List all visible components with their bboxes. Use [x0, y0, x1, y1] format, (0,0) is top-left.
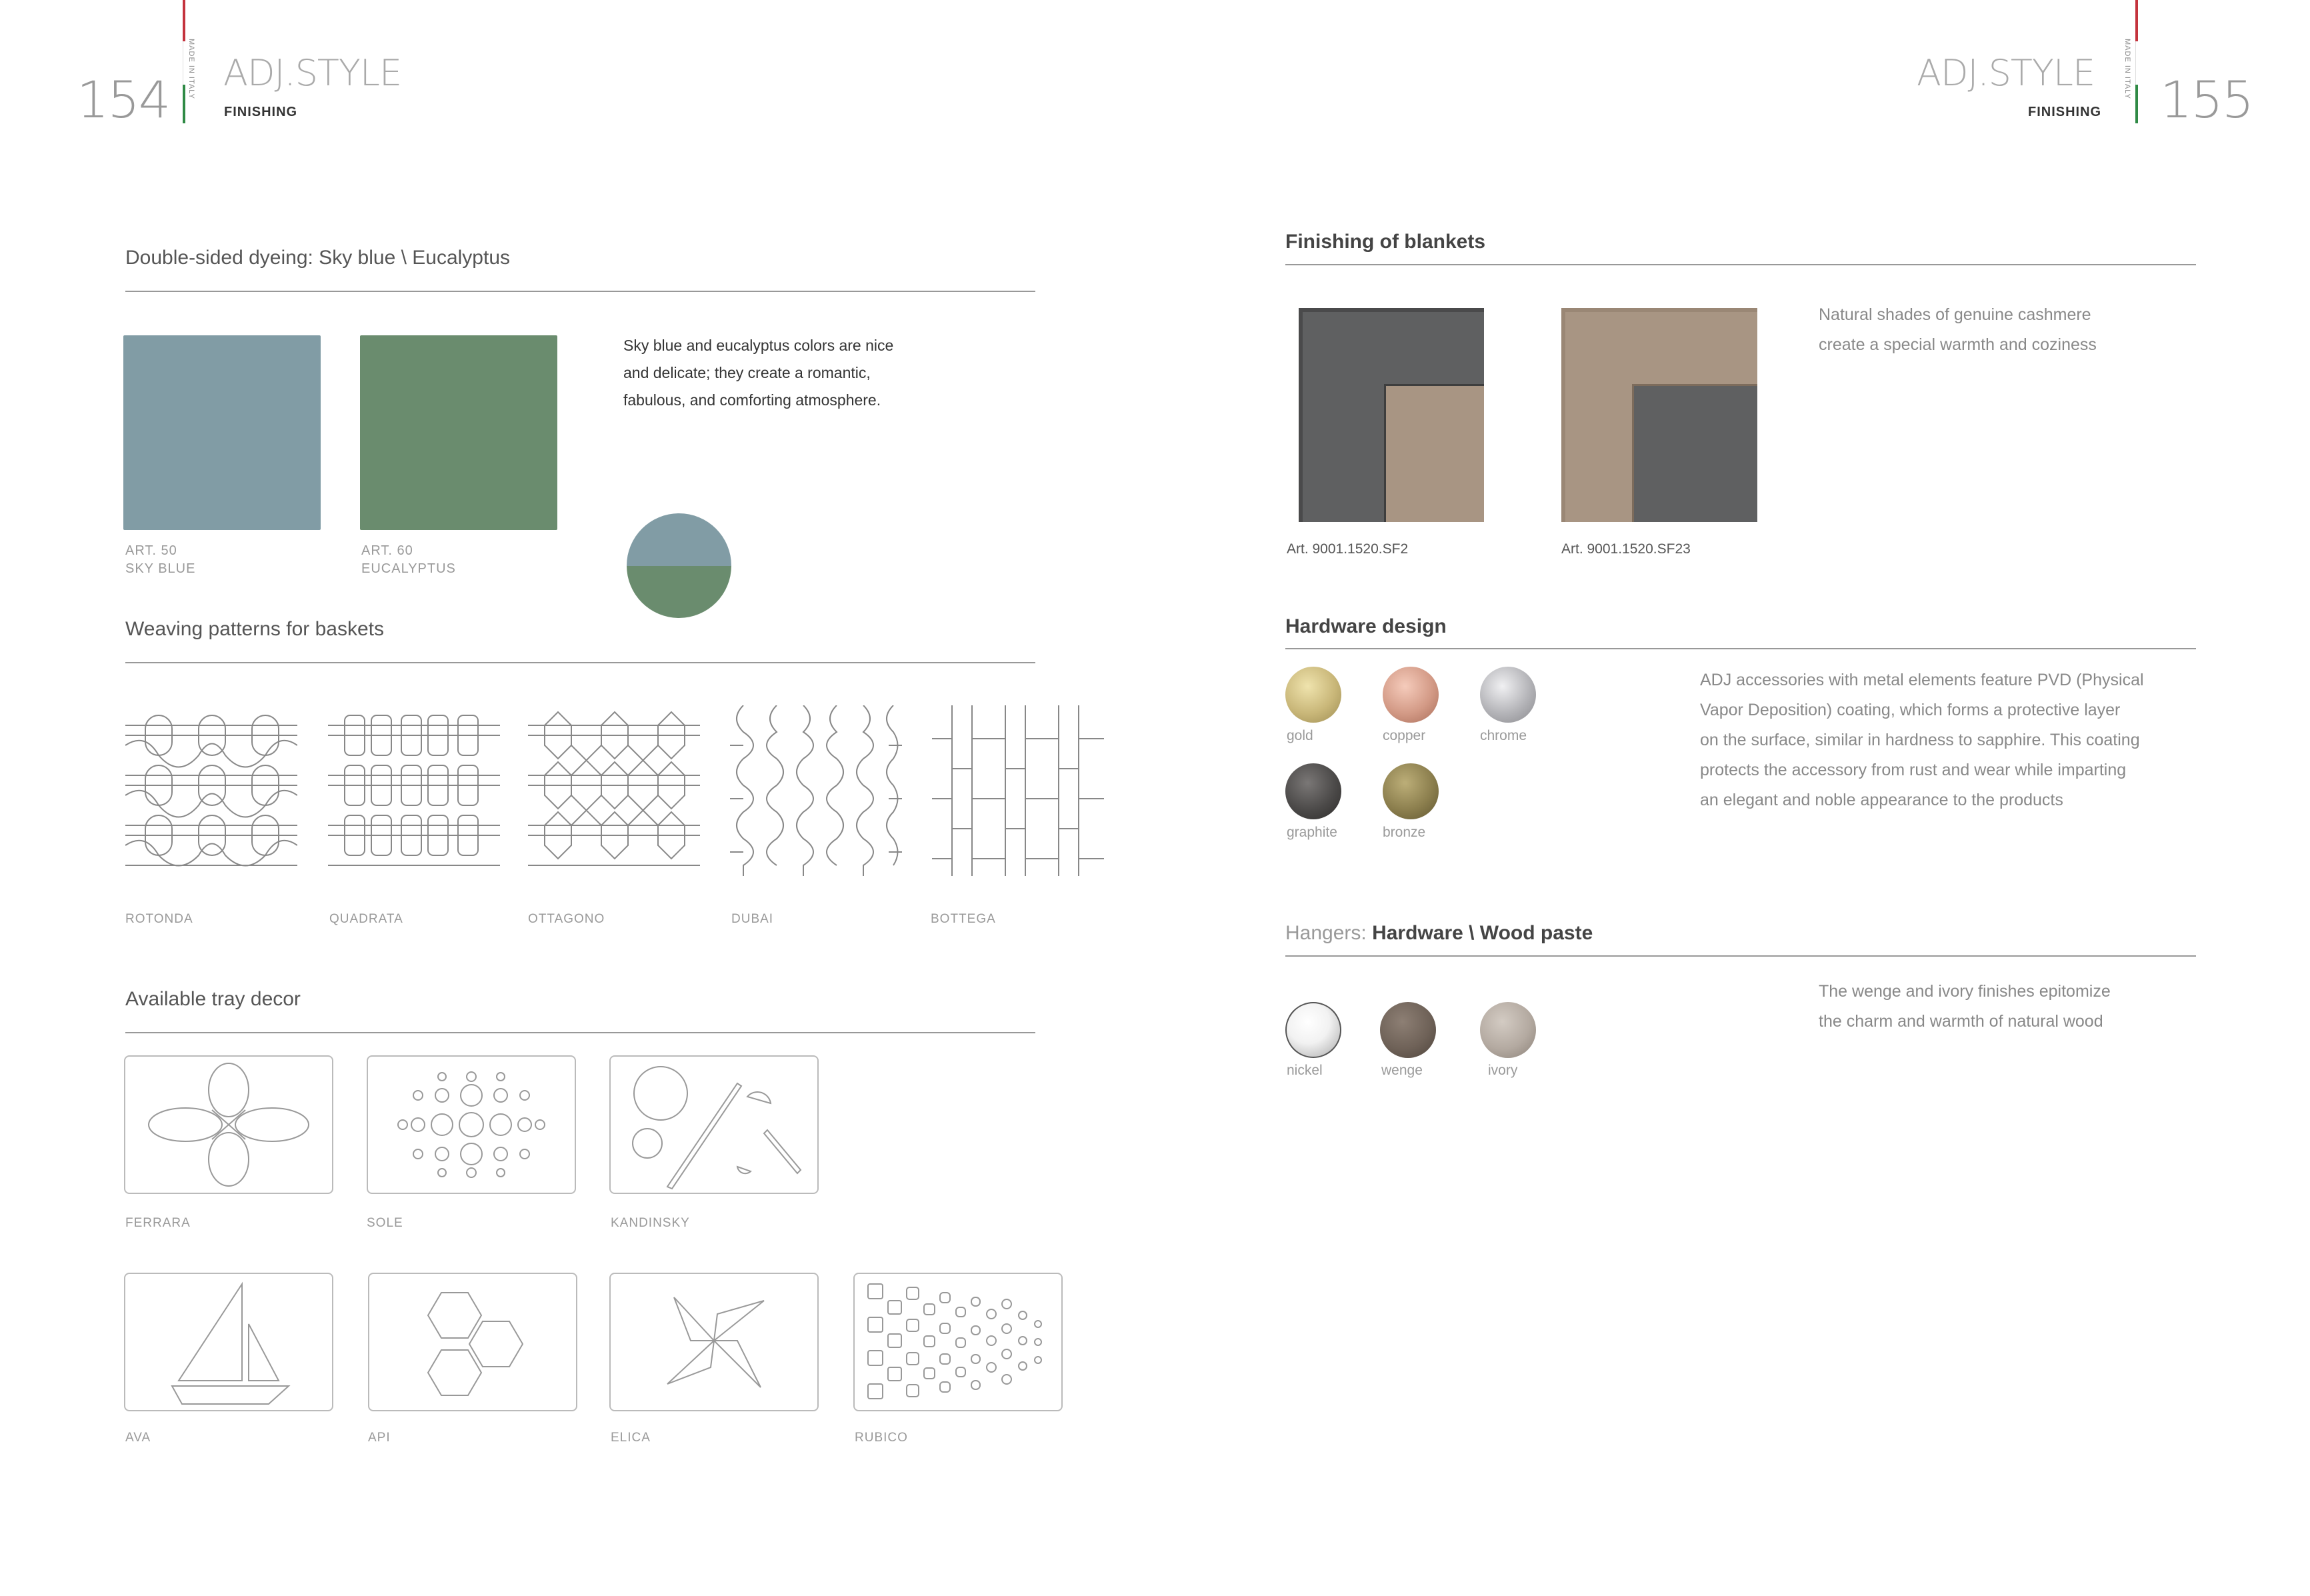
finish-gold-label: gold: [1287, 728, 1313, 743]
hardware-rule: [1285, 648, 2196, 649]
tray-sole: [367, 1055, 576, 1194]
brand-right: ADJ.STYLE: [1917, 52, 2095, 94]
ferrara-flower-icon: [125, 1057, 332, 1193]
trays-title: Available tray decor: [125, 988, 301, 1010]
hardware-desc-line: ADJ accessories with metal elements feature PVD (Physical: [1700, 671, 2144, 689]
tray-label-rubico: RUBICO: [855, 1431, 908, 1445]
blankets-description: [1819, 300, 2097, 360]
hangers-description: [1819, 977, 2111, 1037]
finish-bronze-label: bronze: [1383, 825, 1426, 840]
pattern-quadrata: [328, 705, 500, 876]
made-in-italy-left: MADE IN ITALY: [187, 39, 195, 99]
hangers-rule: [1285, 955, 2196, 957]
tray-ava: [124, 1273, 333, 1411]
dyeing-title: Double-sided dyeing: Sky blue \ Eucalyptus: [125, 247, 511, 269]
tray-api: [368, 1273, 577, 1411]
swatch-sky-blue-art: ART. 50: [125, 543, 177, 558]
pattern-dubai: [730, 705, 902, 876]
flag-white-right: [2135, 41, 2138, 85]
trays-rule: [125, 1032, 1035, 1033]
hardware-desc-line: protects the accessory from rust and wear while imparting: [1700, 761, 2127, 779]
rubico-gradient-squares-icon: [855, 1274, 1061, 1410]
made-in-italy-right: MADE IN ITALY: [2123, 39, 2131, 99]
pattern-label-quadrata: QUADRATA: [329, 912, 403, 926]
flag-white: [183, 41, 185, 85]
finish-bronze-swatch: [1383, 763, 1439, 819]
blanket-image-sf2: [1299, 308, 1484, 522]
subtitle-right: FINISHING: [2028, 105, 2102, 119]
dyeing-desc-line: Sky blue and eucalyptus colors are nice: [623, 337, 894, 354]
blanket-art-sf2: Art. 9001.1520.SF2: [1287, 541, 1409, 557]
tray-label-kandinsky: KANDINSKY: [611, 1216, 690, 1230]
pattern-rotonda: [125, 705, 297, 876]
tray-rubico: [853, 1273, 1063, 1411]
tray-kandinsky: [609, 1055, 819, 1194]
tray-label-sole: SOLE: [367, 1216, 403, 1230]
pattern-label-rotonda: ROTONDA: [125, 912, 193, 926]
blanket-art-sf23: Art. 9001.1520.SF23: [1561, 541, 1691, 557]
weaving-rule: [125, 662, 1035, 663]
tray-ferrara: [124, 1055, 333, 1194]
finish-chrome-swatch: [1480, 667, 1536, 723]
pattern-bottega: [932, 705, 1104, 876]
finish-chrome-label: chrome: [1480, 728, 1527, 743]
dyeing-description: [623, 332, 893, 414]
swatch-sky-blue: [123, 335, 321, 530]
ava-sailboat-icon: [125, 1274, 332, 1410]
blankets-desc-line: Natural shades of genuine cashmere: [1819, 305, 2091, 324]
finish-nickel-label: nickel: [1287, 1063, 1323, 1078]
dyeing-rule: [125, 291, 1035, 292]
kandinsky-shapes-icon: [611, 1057, 817, 1193]
tray-elica: [609, 1273, 819, 1411]
hangers-title-main: Hardware \ Wood paste: [1372, 922, 1593, 944]
flag-red-right: [2135, 0, 2138, 41]
hardware-desc-line: Vapor Deposition) coating, which forms a protective layer: [1700, 701, 2121, 719]
hardware-desc-line: an elegant and noble appearance to the products: [1700, 791, 2063, 809]
double-sided-color-circle: [627, 513, 731, 618]
pattern-label-bottega: BOTTEGA: [931, 912, 996, 926]
finish-wenge-label: wenge: [1381, 1063, 1423, 1078]
swatch-eucalyptus-art: ART. 60: [361, 543, 413, 558]
hangers-desc-line: the charm and warmth of natural wood: [1819, 1012, 2103, 1031]
api-hexagons-icon: [369, 1274, 576, 1410]
finish-nickel-swatch: [1285, 1002, 1341, 1058]
finish-graphite-label: graphite: [1287, 825, 1337, 840]
tray-label-ava: AVA: [125, 1431, 151, 1445]
weaving-title: Weaving patterns for baskets: [125, 618, 384, 640]
swatch-eucalyptus-name: EUCALYPTUS: [361, 561, 456, 576]
swatch-sky-blue-name: SKY BLUE: [125, 561, 196, 576]
flag-red: [183, 0, 185, 41]
blanket-image-sf23: [1561, 308, 1757, 522]
pattern-label-ottagono: OTTAGONO: [528, 912, 605, 926]
swatch-eucalyptus: [360, 335, 557, 530]
finish-copper-swatch: [1383, 667, 1439, 723]
blankets-desc-line: create a special warmth and coziness: [1819, 335, 2097, 354]
subtitle-left: FINISHING: [224, 105, 298, 119]
finish-copper-label: copper: [1383, 728, 1426, 743]
finish-ivory-swatch: [1480, 1002, 1536, 1058]
blankets-rule: [1285, 264, 2196, 265]
hardware-title: Hardware design: [1285, 615, 1447, 637]
hardware-desc-line: on the surface, similar in hardness to sapphire. This coating: [1700, 731, 2140, 749]
tray-label-api: API: [368, 1431, 391, 1445]
flag-green-right: [2135, 85, 2138, 123]
blankets-title: Finishing of blankets: [1285, 231, 1486, 253]
finish-graphite-swatch: [1285, 763, 1341, 819]
page-number-left: 154: [77, 70, 170, 129]
sole-circles-icon: [368, 1057, 575, 1193]
finish-wenge-swatch: [1380, 1002, 1436, 1058]
hangers-title: [1285, 922, 1593, 945]
pattern-label-dubai: DUBAI: [731, 912, 774, 926]
dyeing-desc-line: and delicate; they create a romantic,: [623, 364, 871, 381]
finish-ivory-label: ivory: [1488, 1063, 1518, 1078]
dyeing-desc-line: fabulous, and comforting atmosphere.: [623, 391, 881, 409]
elica-propeller-icon: [611, 1274, 817, 1410]
page-number-right: 155: [2160, 70, 2253, 129]
brand-left: ADJ.STYLE: [223, 52, 402, 94]
hangers-title-prefix: Hangers:: [1285, 922, 1367, 944]
finish-gold-swatch: [1285, 667, 1341, 723]
hardware-description: [1700, 665, 2144, 815]
pattern-ottagono: [528, 705, 700, 876]
tray-label-ferrara: FERRARA: [125, 1216, 191, 1230]
hangers-desc-line: The wenge and ivory finishes epitomize: [1819, 982, 2111, 1001]
flag-green: [183, 85, 185, 123]
tray-label-elica: ELICA: [611, 1431, 651, 1445]
